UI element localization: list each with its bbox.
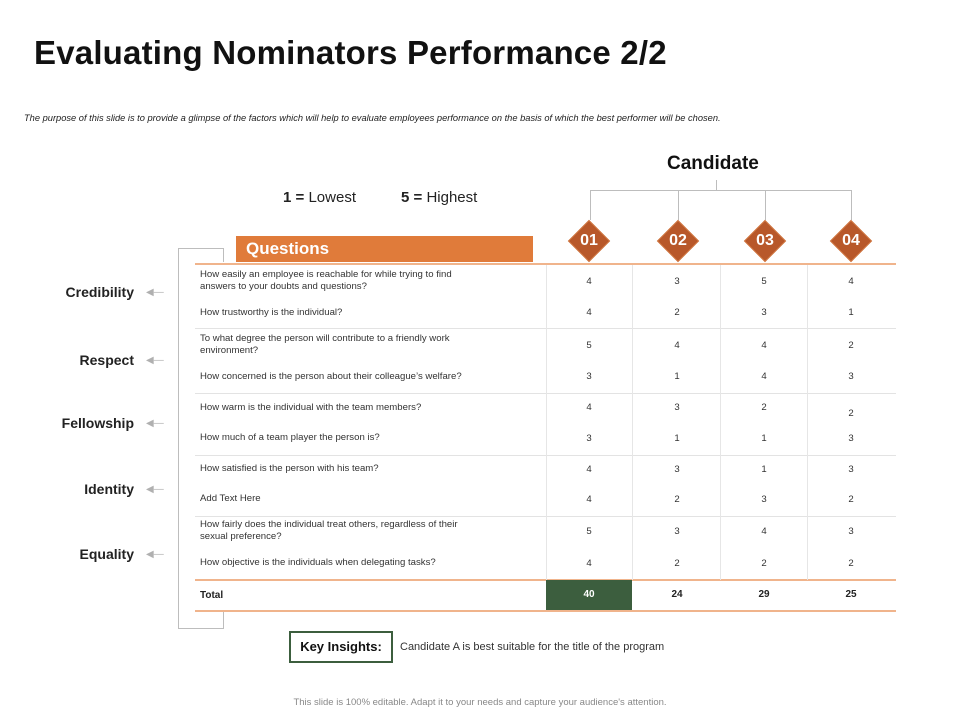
candidate-badge-03 <box>744 220 786 262</box>
total-cell: 24 <box>671 589 683 600</box>
score-cell: 2 <box>848 408 854 419</box>
score-cell: 4 <box>586 464 592 475</box>
score-cell: 3 <box>586 433 592 444</box>
page-title: Evaluating Nominators Performance 2/2 <box>34 34 667 71</box>
category-equality: Equality <box>79 546 134 562</box>
question-text: How concerned is the person about their colleague’s welfare? <box>200 371 462 382</box>
score-cell: 1 <box>674 433 680 444</box>
scale-high-text: Highest <box>426 189 478 206</box>
score-cell: 3 <box>674 526 680 537</box>
score-cell: 1 <box>674 371 680 382</box>
key-insights-text: Candidate A is best suitable for the title of the program <box>400 641 665 653</box>
candidate-heading: Candidate <box>667 153 759 174</box>
category-respect: Respect <box>79 352 134 368</box>
page-subtitle: The purpose of this slide is to provide a glimpse of the factors which will help to evaluate employees performance on the basis of which the best performer will be chosen. <box>24 113 721 123</box>
score-cell: 3 <box>761 307 767 318</box>
scale-low-num: 1 = <box>283 189 305 206</box>
questions-header: Questions <box>236 236 533 262</box>
score-cell: 4 <box>586 558 592 569</box>
score-cell: 3 <box>848 371 854 382</box>
arrow-left-icon: ◀— <box>146 418 164 429</box>
score-cell: 4 <box>761 526 767 537</box>
arrow-left-icon: ◀— <box>146 287 164 298</box>
table-bottom-rule <box>195 610 896 612</box>
score-cell: 3 <box>674 464 680 475</box>
scale-high-num: 5 = <box>401 189 423 206</box>
candidate-bracket-drop-2 <box>678 190 679 220</box>
score-cell: 4 <box>848 276 854 287</box>
score-cell: 2 <box>674 307 680 318</box>
score-cell: 5 <box>586 340 592 351</box>
column-divider <box>807 265 808 580</box>
arrow-left-icon: ◀— <box>146 549 164 560</box>
column-divider <box>546 265 547 580</box>
category-bracket-top-tick <box>223 248 224 262</box>
candidate-number: 01 <box>580 232 598 249</box>
question-text: How satisfied is the person with his team? <box>200 463 379 474</box>
score-cell: 1 <box>761 433 767 444</box>
score-cell: 4 <box>674 340 680 351</box>
score-cell: 4 <box>761 340 767 351</box>
score-cell: 1 <box>848 307 854 318</box>
score-cell: 2 <box>848 558 854 569</box>
candidate-bracket-bar <box>590 190 852 220</box>
question-text: How objective is the individuals when delegating tasks? <box>200 557 436 568</box>
candidate-bracket-stem <box>716 180 717 190</box>
score-cell: 3 <box>586 371 592 382</box>
question-text: How warm is the individual with the team members? <box>200 402 422 413</box>
total-label: Total <box>200 590 224 601</box>
total-cell: 25 <box>845 589 857 600</box>
score-cell: 1 <box>761 464 767 475</box>
question-text: Add Text Here <box>200 493 261 504</box>
score-cell: 2 <box>761 558 767 569</box>
question-text: How easily an employee is reachable for while trying to find answers to your doubts and questions? <box>200 269 452 292</box>
score-cell: 3 <box>674 402 680 413</box>
question-text: How trustworthy is the individual? <box>200 307 343 318</box>
score-cell: 4 <box>586 276 592 287</box>
candidate-number: 02 <box>669 232 687 249</box>
score-cell: 3 <box>674 276 680 287</box>
score-cell: 3 <box>848 464 854 475</box>
score-cell: 2 <box>674 494 680 505</box>
score-cell: 4 <box>586 307 592 318</box>
candidate-badge-02 <box>657 220 699 262</box>
column-divider <box>632 265 633 580</box>
scale-low <box>283 189 356 206</box>
score-cell: 3 <box>761 494 767 505</box>
scale-low-text: Lowest <box>308 189 356 206</box>
category-bracket-bottom-tick <box>223 612 224 629</box>
category-credibility: Credibility <box>65 284 134 300</box>
score-cell: 5 <box>586 526 592 537</box>
key-insights-label: Key Insights: <box>289 631 393 663</box>
score-cell: 4 <box>761 371 767 382</box>
category-identity: Identity <box>84 481 134 497</box>
question-text: How fairly does the individual treat others, regardless of their sexual preference? <box>200 519 458 542</box>
scale-high <box>401 189 477 206</box>
arrow-left-icon: ◀— <box>146 355 164 366</box>
score-cell: 2 <box>674 558 680 569</box>
score-cell: 2 <box>761 402 767 413</box>
total-cell-highlight: 40 <box>546 580 632 610</box>
total-cell: 29 <box>758 589 770 600</box>
score-cell: 3 <box>848 433 854 444</box>
footer-note: This slide is 100% editable. Adapt it to your needs and capture your audience's attention. <box>293 697 667 708</box>
candidate-bracket-drop-3 <box>765 190 766 220</box>
score-cell: 3 <box>848 526 854 537</box>
candidate-number: 03 <box>756 232 774 249</box>
category-fellowship: Fellowship <box>61 415 134 431</box>
column-divider <box>720 265 721 580</box>
score-cell: 4 <box>586 494 592 505</box>
question-text: To what degree the person will contribute to a friendly work environment? <box>200 333 450 356</box>
candidate-badge-04 <box>830 220 872 262</box>
score-cell: 4 <box>586 402 592 413</box>
score-cell: 2 <box>848 340 854 351</box>
arrow-left-icon: ◀— <box>146 484 164 495</box>
score-cell: 5 <box>761 276 767 287</box>
question-text: How much of a team player the person is? <box>200 432 380 443</box>
candidate-number: 04 <box>842 232 860 249</box>
score-cell: 2 <box>848 494 854 505</box>
candidate-badge-01 <box>568 220 610 262</box>
